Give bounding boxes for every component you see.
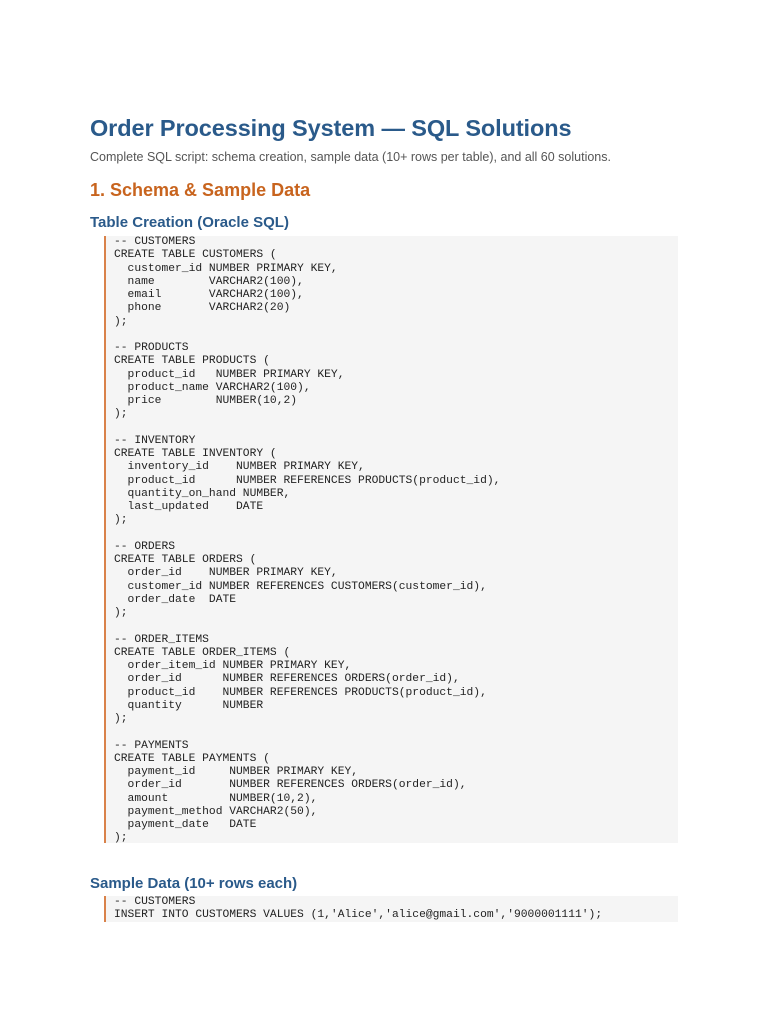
subsection-heading-sample-data: Sample Data (10+ rows each) bbox=[90, 875, 298, 892]
section-heading-schema: 1. Schema & Sample Data bbox=[90, 180, 311, 200]
page-title: Order Processing System — SQL Solutions bbox=[90, 115, 572, 141]
page-subtitle: Complete SQL script: schema creation, sample data (10+ rows per table), and all 60 solutions. bbox=[90, 150, 611, 164]
code-block-sample-data: -- CUSTOMERS INSERT INTO CUSTOMERS VALUES (1,'Alice','alice@gmail.com','9000001111'); bbox=[104, 896, 678, 922]
code-block-table-creation: -- CUSTOMERS CREATE TABLE CUSTOMERS ( customer_id NUMBER PRIMARY KEY, name VARCHAR2(100), email VARCHAR2(100), phone VARCHAR2(20) ); -- PRODUCTS CREATE TABLE PRODUCTS ( product_id NUMBER PRIMARY KEY, product_name VARCHAR2(100), price NUMBER(10,2) ); -- INVENTORY CREATE TABLE INVENTORY ( inventory_id NUMBER PRIMARY KEY, product_id NUMBER REFERENCES PRODUCTS(product_id), quantity_on_hand NUMBER, last_updated DATE ); -- ORDERS CREATE TABLE ORDERS ( order_id NUMBER PRIMARY KEY, customer_id NUMBER REFERENCES CUSTOMERS(customer_id), order_date DATE ); -- ORDER_ITEMS CREATE TABLE ORDER_ITEMS ( order_item_id NUMBER PRIMARY KEY, order_id NUMBER REFERENCES ORDERS(order_id), product_id NUMBER REFERENCES PRODUCTS(product_id), quantity NUMBER ); -- PAYMENTS CREATE TABLE PAYMENTS ( payment_id NUMBER PRIMARY KEY, order_id NUMBER REFERENCES ORDERS(order_id), amount NUMBER(10,2), payment_method VARCHAR2(50), payment_date DATE ); bbox=[104, 236, 678, 843]
subsection-heading-table-creation: Table Creation (Oracle SQL) bbox=[90, 214, 289, 231]
